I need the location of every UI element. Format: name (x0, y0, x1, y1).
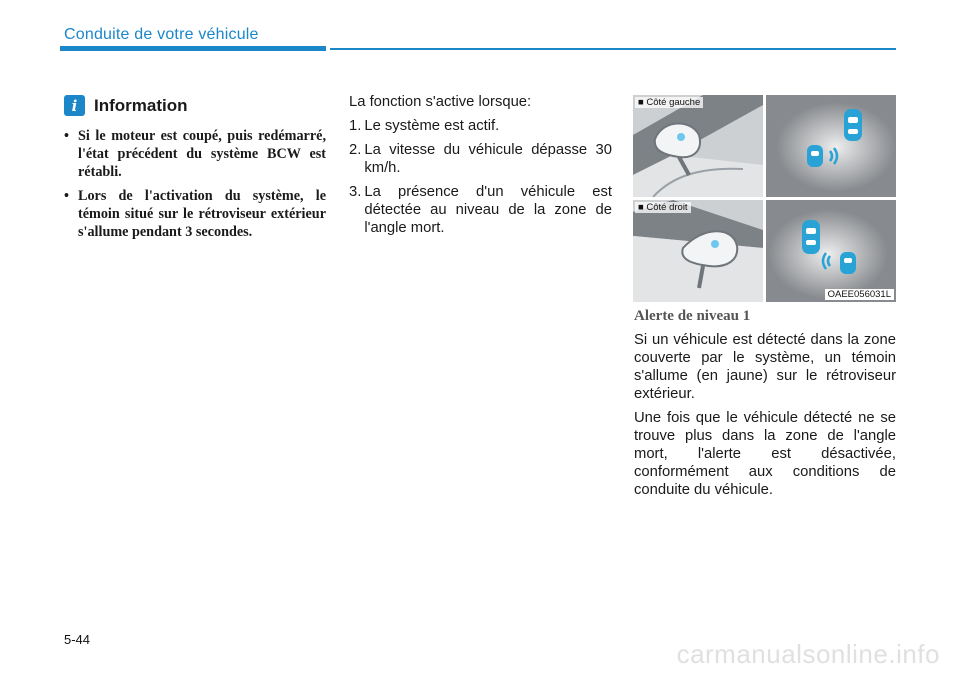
alert-paragraph: Une fois que le véhicule détecté ne se trouve plus dans la zone de l'angle mort, l'alerte est désactivée, conformément aux conditions de conduite du véhicule. (634, 410, 896, 498)
header-rule-thin (330, 48, 896, 50)
right-mirror-photo (633, 200, 763, 302)
activation-intro: La fonction s'active lorsque: (349, 94, 532, 110)
alert-level-section (634, 307, 896, 505)
bcw-figure (633, 95, 896, 302)
header-rule-thick (60, 46, 326, 51)
activation-section (349, 93, 612, 243)
left-mirror-photo (633, 95, 763, 197)
alert-paragraph: Si un véhicule est détecté dans la zone couverte par le système, un témoin s'allume (en jaune) sur le rétroviseur extérieur. (634, 332, 896, 402)
info-bullet: • Lors de l'activation du système, le témoin situé sur le rétroviseur extérieur s'allume pendant 3 secondes. (64, 187, 326, 241)
info-title: Information (94, 95, 188, 115)
page-number: 5-44 (64, 632, 91, 647)
alert-title: Alerte de niveau 1 (634, 308, 751, 324)
info-heading (64, 95, 188, 116)
blind-spot-diagram-left (766, 95, 896, 197)
step-number: 1. (349, 118, 362, 134)
right-side-diagram (766, 200, 896, 302)
figure-code: OAEE056031L (825, 289, 894, 300)
step-text: La présence d'un véhicule est détectée au niveau de la zone de l'angle mort. (364, 184, 612, 236)
step-text: La vitesse du véhicule dépasse 30 km/h. (364, 142, 612, 176)
figure-label-left: ■ Côté gauche (635, 97, 703, 108)
right-mirror-illustration (633, 200, 763, 302)
left-mirror-illustration (633, 95, 763, 197)
watermark: carmanualsonline.info (676, 639, 940, 669)
info-icon: i (64, 95, 85, 116)
info-bullet-list (64, 127, 326, 247)
step-number: 3. (349, 184, 362, 200)
left-side-diagram (766, 95, 896, 197)
activation-step (349, 183, 612, 237)
figure-label-right: ■ Côté droit (635, 202, 691, 213)
info-bullet: • Si le moteur est coupé, puis redémarré, l'état précédent du système BCW est rétabli. (64, 127, 326, 181)
step-number: 2. (349, 142, 362, 158)
activation-step (349, 141, 612, 177)
section-title: Conduite de votre véhicule (64, 26, 259, 43)
step-text: Le système est actif. (364, 118, 500, 134)
activation-steps (349, 117, 612, 237)
activation-step (349, 117, 612, 135)
blind-spot-diagram-right (766, 200, 896, 302)
